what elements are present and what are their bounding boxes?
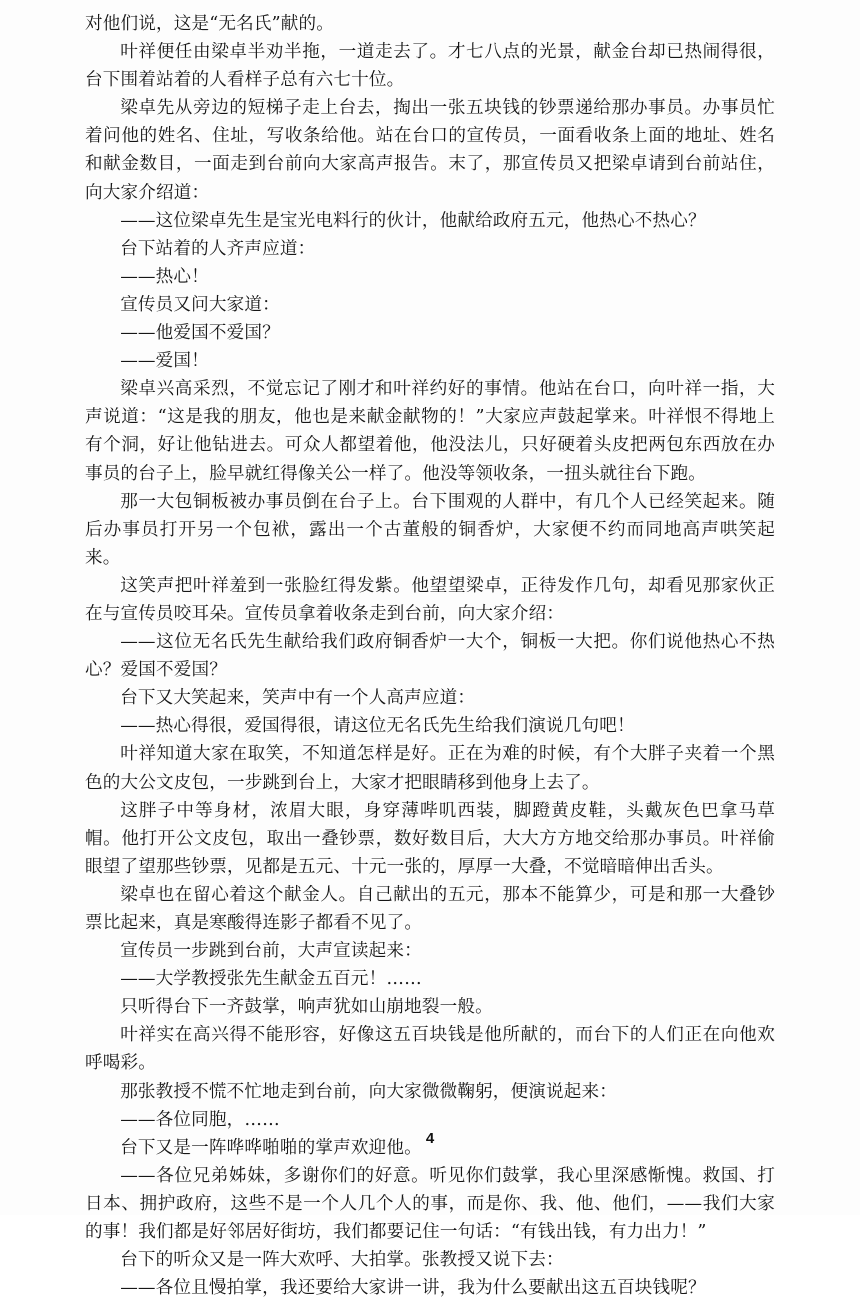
paragraph: 宣传员又问大家道： xyxy=(120,294,280,315)
paragraph: ——各位兄弟姊妹，多谢你们的好意。听见你们鼓掌，我心里深感惭愧。救国、打日本、拥护政府，这些不是一个人几个人的事，而是你、我、他、他们，——我们大家的事！我们都是好邻居好街坊，我们都要记住一句话：“有钱出钱，有力出力！” xyxy=(85,1165,775,1243)
paragraph: 梁卓兴高采烈，不觉忘记了刚才和叶祥约好的事情。他站在台口，向叶祥一指，大声说道：“这是我的朋友，他也是来献金献物的！”大家应声鼓起掌来。叶祥恨不得地上有个洞，好让他钻进去。可众人都望着他，他没法儿，只好硬着头皮把两包东西放在办事员的台子上，脸早就红得像关公一样了。他没等领收条，一扭头就往台下跑。 xyxy=(85,379,775,484)
paragraph: 叶祥实在高兴得不能形容，好像这五百块钱是他所献的，而台下的人们正在向他欢呼喝彩。 xyxy=(85,1025,775,1074)
paragraph: 梁卓先从旁边的短梯子走上台去，掏出一张五块钱的钞票递给那办事员。办事员忙着问他的姓名、住址，写收条给他。站在台口的宣传员，一面看收条上面的地址、姓名和献金数目，一面走到台前向大家高声报告。末了，那宣传员又把梁卓请到台前站住，向大家介绍道： xyxy=(85,98,775,203)
paragraph: ——这位无名氏先生献给我们政府铜香炉一大个，铜板一大把。你们说他热心不热心？爱国不爱国？ xyxy=(85,632,775,681)
paragraph: ——各位同胞，…… xyxy=(120,1109,280,1130)
paragraph: 那一大包铜板被办事员倒在台子上。台下围观的人群中，有几个人已经笑起来。随后办事员打开另一个包袱，露出一个古董般的铜香炉，大家便不约而同地高声哄笑起来。 xyxy=(85,491,775,568)
paragraph: 台下又大笑起来，笑声中有一个人高声应道： xyxy=(120,688,476,709)
paragraph: 这胖子中等身材，浓眉大眼，身穿薄哔叽西装，脚蹬黄皮鞋，头戴灰色巴拿马草帽。他打开公文皮包，取出一叠钞票，数好数目后，大大方方地交给那办事员。叶祥偷眼望了望那些钞票，见都是五元、十元一张的，厚厚一大叠，不觉暗暗伸出舌头。 xyxy=(85,800,775,877)
paragraph: ——热心！ xyxy=(120,266,209,287)
paragraph: 这笑声把叶祥羞到一张脸红得发紫。他望望梁卓，正待发作几句，却看见那家伙正在与宣传员咬耳朵。宣传员拿着收条走到台前，向大家介绍： xyxy=(85,575,775,624)
paragraph: 梁卓也在留心着这个献金人。自己献出的五元，那本不能算少，可是和那一大叠钞票比起来，真是寒酸得连影子都看不见了。 xyxy=(85,884,775,933)
body-text xyxy=(85,10,775,1302)
paragraph: 那张教授不慌不忙地走到台前，向大家微微鞠躬，便演说起来： xyxy=(120,1081,618,1102)
page-number: 4 xyxy=(425,1130,435,1147)
paragraph: 台下站着的人齐声应道： xyxy=(120,238,316,259)
paragraph: 对他们说，这是“无名氏”献的。 xyxy=(85,14,334,34)
paragraph: 宣传员一步跳到台前，大声宣读起来： xyxy=(120,941,422,962)
paragraph: ——他爱国不爱国？ xyxy=(120,323,280,344)
paragraph: ——爱国！ xyxy=(120,351,209,372)
paragraph: ——热心得很，爱国得很，请这位无名氏先生给我们演说几句吧！ xyxy=(120,716,635,737)
paragraph: 叶祥便任由梁卓半劝半拖，一道走去了。才七八点的光景，献金台却已热闹得很，台下围着站着的人看样子总有六七十位。 xyxy=(85,42,775,91)
paragraph: ——各位且慢拍掌，我还要给大家讲一讲，我为什么要献出这五百块钱呢？ xyxy=(120,1278,706,1299)
paragraph: ——这位梁卓先生是宝光电料行的伙计，他献给政府五元，他热心不热心？ xyxy=(120,210,706,231)
paragraph: 只听得台下一齐鼓掌，响声犹如山崩地裂一般。 xyxy=(120,997,493,1018)
paragraph: 叶祥知道大家在取笑，不知道怎样是好。正在为难的时候，有个大胖子夹着一个黑色的大公文皮包，一步跳到台上，大家才把眼睛移到他身上去了。 xyxy=(85,744,775,793)
paragraph: 台下又是一阵哗哗啪啪的掌声欢迎他。 xyxy=(120,1137,422,1158)
paragraph: ——大学教授张先生献金五百元！…… xyxy=(120,969,422,990)
paragraph: 台下的听众又是一阵大欢呼、大拍掌。张教授又说下去： xyxy=(120,1250,564,1271)
